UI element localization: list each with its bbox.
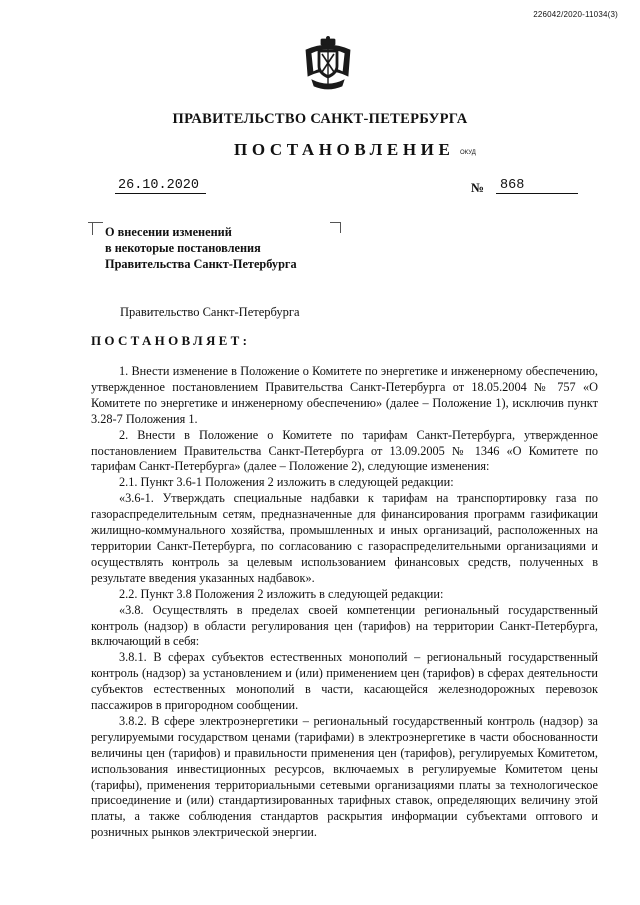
title-line: О внесении изменений bbox=[105, 225, 232, 239]
title-line: в некоторые постановления bbox=[105, 241, 261, 255]
paragraph: «3.6-1. Утверждать специальные надбавки к тарифам на транспортировку газа по газораспределительным сетям, предназначенные для финансирования программ газификации жилищно-коммунального хозяйства, промышленных и иных организаций, расположенных на территории Санкт-Петербурга, по согласованию с газораспределительными организациями и осуществлять контроль за целевым использованием финансовых средств, полученных в результате введения указанных надбавок». bbox=[91, 491, 598, 585]
okud-label: ОКУД bbox=[460, 150, 476, 156]
title-line: Правительства Санкт-Петербурга bbox=[105, 257, 297, 271]
document-number: 868 bbox=[496, 178, 578, 194]
document-date: 26.10.2020 bbox=[115, 178, 206, 194]
paragraph: 3.8.1. В сферах субъектов естественных монополий – региональный государственный контроль (надзор) за установлением и (или) применением цен (тарифов) в сферах деятельности субъектов естественных монополий в части, касающейся железнодорожных перевозок пассажиров в пригородном сообщении. bbox=[91, 650, 598, 713]
paragraph: 2.2. Пункт 3.8 Положения 2 изложить в следующей редакции: bbox=[119, 586, 444, 601]
paragraph: 2.1. Пункт 3.6-1 Положения 2 изложить в следующей редакции: bbox=[119, 475, 454, 490]
title-bracket-left bbox=[92, 222, 103, 235]
paragraph: 3.8.2. В сфере электроэнергетики – региональный государственный контроль (надзор) за регулируемыми государством ценами (тарифами) в электроэнергетике в части обоснованности величины цен (тарифов) и правильности применения цен (тарифов), регулируемых Комитетом, использования инвестиционных ресурсов, включаемых в регулируемые Комитетом цены (тарифы), применения территориальными сетевыми организациями платы за технологическое присоединение и (или) стандартизированных тарифных ставок, определяющих величину этой платы, а также соблюдения стандартов раскрытия информации субъектами оптового и розничных рынков электрической энергии. bbox=[91, 713, 598, 840]
document-title bbox=[105, 224, 365, 272]
paragraph: 2. Внести в Положение о Комитете по тарифам Санкт-Петербурга, утвержденное постановлением Правительства Санкт-Петербурга от 13.09.2005 № 1346 «О Комитете по тарифам Санкт-Петербурга» (далее – Положение 2), следующие изменения: bbox=[91, 427, 598, 474]
authority-name: ПРАВИТЕЛЬСТВО САНКТ-ПЕТЕРБУРГА bbox=[172, 111, 468, 127]
document-code: 226042/2020-11034(3) bbox=[533, 10, 618, 19]
paragraph: 1. Внести изменение в Положение о Комитете по энергетике и инженерному обеспечению, утвержденное постановлением Правительства Санкт-Петербурга от 18.05.2004 № 757 «О Комитете по энергетике и инженерному обеспечению» (далее – Положение 1), исключив пункт 3.28-7 Положения 1. bbox=[91, 364, 598, 426]
resolves-heading: ПОСТАНОВЛЯЕТ: bbox=[91, 333, 251, 348]
number-sign: № bbox=[471, 180, 485, 195]
preamble: Правительство Санкт-Петербурга bbox=[120, 305, 300, 319]
document-body bbox=[91, 364, 598, 841]
paragraph: «3.8. Осуществлять в пределах своей компетенции региональный государственный контроль (надзор) в области регулирования цен (тарифов) на территории Санкт-Петербурга, включающий в себя: bbox=[91, 602, 598, 649]
st-petersburg-coat-of-arms-icon bbox=[302, 36, 354, 92]
document-type: ПОСТАНОВЛЕНИЕ bbox=[234, 140, 455, 159]
